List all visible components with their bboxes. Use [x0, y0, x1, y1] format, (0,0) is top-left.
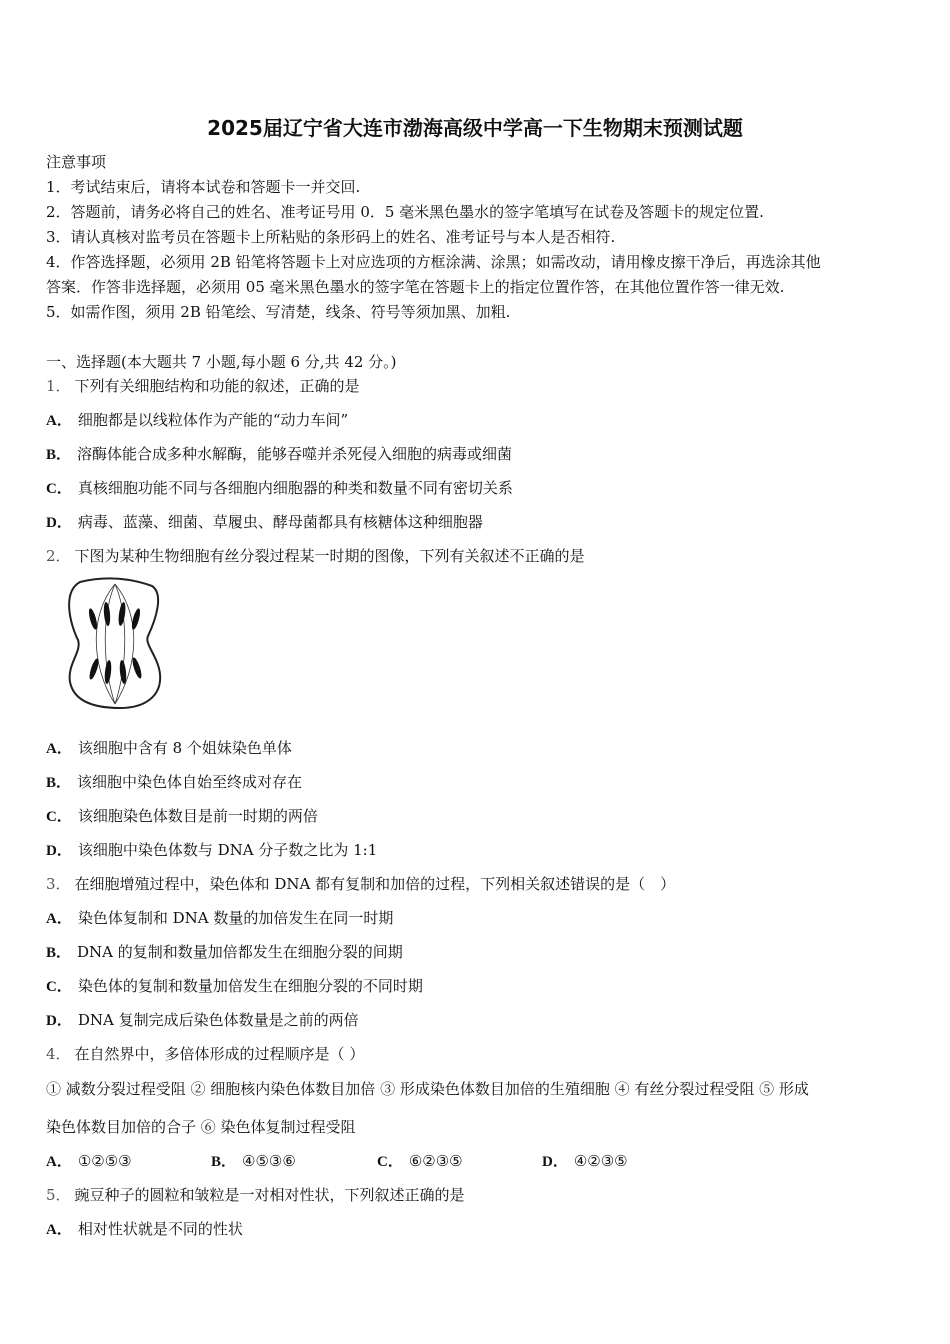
- option-label: B．: [46, 447, 72, 463]
- q3-option-b[interactable]: [46, 942, 403, 963]
- q2-option-c[interactable]: [46, 806, 318, 827]
- q3-option-c[interactable]: [46, 976, 423, 997]
- q3-option-d[interactable]: [46, 1010, 359, 1031]
- spindle-fibers: [96, 584, 134, 704]
- notice-item-3: 3．请认真核对监考员在答题卡上所粘贴的条形码上的姓名、准考证号与本人是否相符.: [46, 228, 616, 246]
- option-label: D．: [46, 515, 72, 531]
- option-text: 该细胞中染色体数与 DNA 分子数之比为 1:1: [77, 841, 378, 859]
- option-text: 相对性状就是不同的性状: [77, 1220, 243, 1238]
- question-stem: 下图为某种生物细胞有丝分裂过程某一时期的图像，下列有关叙述不正确的是: [74, 547, 585, 565]
- q2-option-b[interactable]: [46, 772, 302, 793]
- option-label: D．: [46, 843, 72, 859]
- option-text: ④②③⑤: [573, 1152, 628, 1170]
- option-label: B．: [46, 945, 72, 961]
- option-text: DNA 复制完成后染色体数量是之前的两倍: [77, 1011, 359, 1029]
- q4-options: [46, 1151, 906, 1171]
- question-2: [46, 546, 585, 566]
- option-text: 病毒、蓝藻、细菌、草履虫、酵母菌都具有核糖体这种细胞器: [77, 513, 483, 531]
- option-label: B．: [46, 775, 72, 791]
- q1-option-d[interactable]: [46, 512, 483, 533]
- chromosomes: [87, 602, 143, 685]
- notice-item-4-cont: 答案．作答非选择题，必须用 05 毫米黑色墨水的签字笔在答题卡上的指定位置作答，在其他位置作答一律无效.: [46, 278, 785, 296]
- q4-option-b[interactable]: [211, 1151, 296, 1172]
- question-number: 2．: [46, 547, 71, 565]
- option-label: C．: [377, 1154, 403, 1170]
- question-stem: 豌豆种子的圆粒和皱粒是一对相对性状，下列叙述正确的是: [74, 1186, 465, 1204]
- q1-option-c[interactable]: [46, 478, 513, 499]
- question-number: 3．: [46, 875, 71, 893]
- q4-steps-line-2: 染色体数目加倍的合子 ⑥ 染色体复制过程受阻: [46, 1118, 356, 1136]
- notice-item-4: 4．作答选择题，必须用 2B 铅笔将答题卡上对应选项的方框涂满、涂黑；如需改动，请用橡皮擦干净后，再选涂其他: [46, 253, 821, 271]
- option-text: ⑥②③⑤: [408, 1152, 463, 1170]
- option-text: 染色体复制和 DNA 数量的加倍发生在同一时期: [77, 909, 394, 927]
- page-title: 2025届辽宁省大连市渤海高级中学高一下生物期末预测试题: [207, 116, 743, 140]
- option-text: 细胞都是以线粒体作为产能的“动力车间”: [77, 411, 349, 429]
- cell-outline: [69, 579, 160, 708]
- option-text: 该细胞中染色体自始至终成对存在: [77, 773, 303, 791]
- q2-option-d[interactable]: [46, 840, 377, 861]
- q4-option-a[interactable]: [46, 1151, 132, 1172]
- option-label: B．: [211, 1154, 237, 1170]
- option-label: C．: [46, 979, 72, 995]
- question-number: 5．: [46, 1186, 71, 1204]
- q2-option-a[interactable]: [46, 738, 292, 759]
- option-label: A．: [46, 1154, 72, 1170]
- question-stem: 下列有关细胞结构和功能的叙述，正确的是: [74, 377, 360, 395]
- option-text: 该细胞中含有 8 个姐妹染色单体: [77, 739, 292, 757]
- question-stem: 在细胞增殖过程中，染色体和 DNA 都有复制和加倍的过程，下列相关叙述错误的是（ ）: [74, 875, 676, 893]
- q4-option-c[interactable]: [377, 1151, 463, 1172]
- option-text: 染色体的复制和数量加倍发生在细胞分裂的不同时期: [77, 977, 423, 995]
- notice-item-2: 2．答题前，请务必将自己的姓名、准考证号用 0．5 毫米黑色墨水的签字笔填写在试卷及答题卡的规定位置.: [46, 203, 764, 221]
- cell-division-figure: [60, 574, 170, 714]
- option-text: ①②⑤③: [77, 1152, 132, 1170]
- q1-option-a[interactable]: [46, 410, 348, 431]
- option-text: 溶酶体能合成多种水解酶，能够吞噬并杀死侵入细胞的病毒或细菌: [77, 445, 513, 463]
- option-text: DNA 的复制和数量加倍都发生在细胞分裂的间期: [77, 943, 403, 961]
- question-1: [46, 376, 360, 396]
- option-label: C．: [46, 809, 72, 825]
- q5-option-a[interactable]: [46, 1219, 243, 1240]
- notice-item-5: 5．如需作图，须用 2B 铅笔绘、写清楚，线条、符号等须加黑、加粗.: [46, 303, 511, 321]
- question-number: 1．: [46, 377, 71, 395]
- q4-option-d[interactable]: [542, 1151, 628, 1172]
- q1-option-b[interactable]: [46, 444, 512, 465]
- option-label: D．: [542, 1154, 568, 1170]
- notice-heading: 注意事项: [46, 153, 107, 171]
- section-heading: 一、选择题(本大题共 7 小题,每小题 6 分,共 42 分。): [46, 353, 397, 371]
- question-stem: 在自然界中，多倍体形成的过程顺序是（ ）: [74, 1045, 365, 1063]
- option-label: A．: [46, 1222, 72, 1238]
- option-label: A．: [46, 741, 72, 757]
- question-number: 4．: [46, 1045, 71, 1063]
- option-label: A．: [46, 911, 72, 927]
- notice-item-1: 1．考试结束后，请将本试卷和答题卡一并交回.: [46, 178, 361, 196]
- q4-steps-line-1: ① 减数分裂过程受阻 ② 细胞核内染色体数目加倍 ③ 形成染色体数目加倍的生殖细胞 ④ 有丝分裂过程受阻 ⑤ 形成: [46, 1080, 809, 1098]
- q3-option-a[interactable]: [46, 908, 393, 929]
- option-text: 真核细胞功能不同与各细胞内细胞器的种类和数量不同有密切关系: [77, 479, 513, 497]
- question-5: [46, 1185, 465, 1205]
- question-3: [46, 874, 675, 894]
- option-text: 该细胞染色体数目是前一时期的两倍: [77, 807, 318, 825]
- option-label: D．: [46, 1013, 72, 1029]
- option-text: ④⑤③⑥: [242, 1152, 296, 1170]
- option-label: C．: [46, 481, 72, 497]
- option-label: A．: [46, 413, 72, 429]
- question-4: [46, 1044, 364, 1064]
